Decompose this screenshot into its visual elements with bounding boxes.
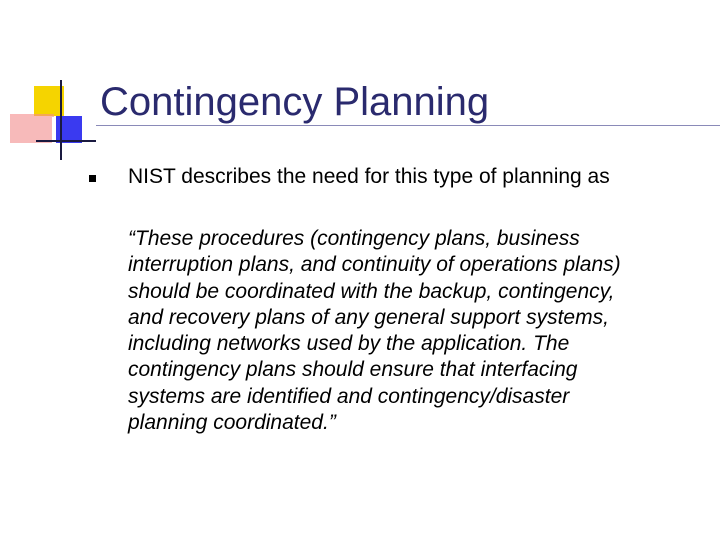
bullet-square-icon (89, 175, 96, 182)
bullet-text: NIST describes the need for this type of planning as (128, 165, 610, 188)
decoration-blue-square (56, 116, 82, 143)
decoration-horizontal-line-dark (36, 140, 96, 142)
quote-line: should be coordinated with the backup, contingency, (128, 279, 615, 303)
quote-line: and recovery plans of any general support systems, (128, 305, 609, 329)
quote-block (128, 226, 708, 436)
slide-title: Contingency Planning (100, 80, 490, 124)
quote-line: “These procedures (contingency plans, business (128, 227, 580, 250)
quote-line: interruption plans, and continuity of operations plans) (128, 253, 621, 277)
quote-line: contingency plans should ensure that interfacing (128, 358, 578, 382)
title-underline (96, 125, 720, 126)
decoration-yellow-square (34, 86, 64, 116)
quote-line: planning coordinated.” (128, 411, 336, 435)
decoration-vertical-line (60, 80, 62, 160)
decoration-red-square-edge (10, 114, 54, 117)
quote-line: including networks used by the application. The (128, 332, 570, 356)
decoration-red-square (10, 117, 52, 143)
quote-line: systems are identified and contingency/disaster (128, 384, 570, 408)
